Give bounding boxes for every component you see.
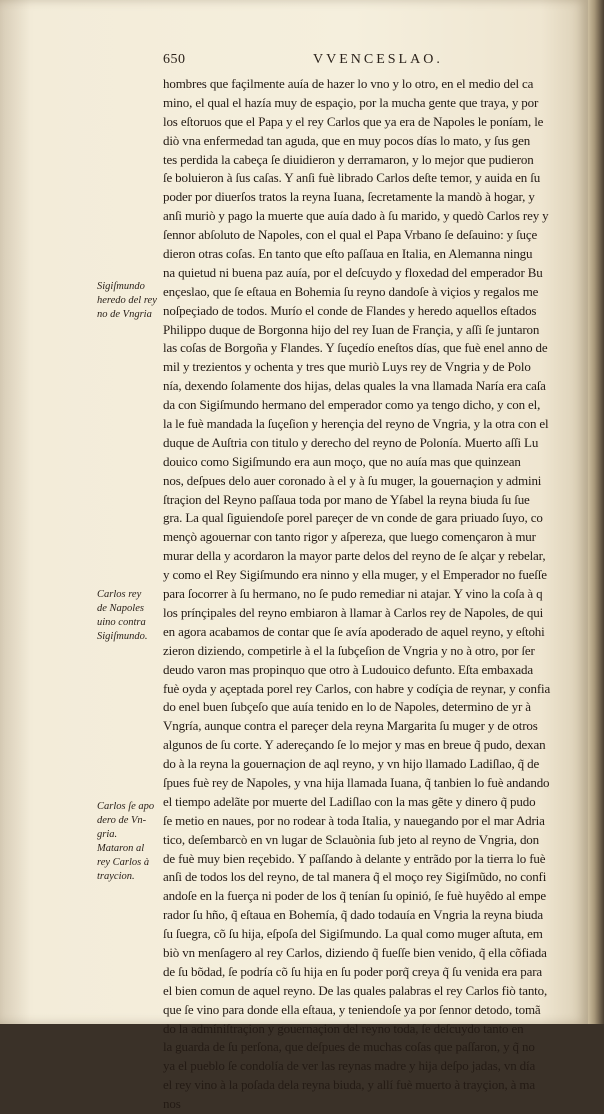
text-line: Philippo duque de Borgonna hijo del rey Iuan de Françia, y aſſi ſe juntaron (163, 321, 540, 337)
text-line: do la admíniſtraçion y gouernaçion del reyno toda, ſe deſcuydo tanto en (163, 1020, 524, 1036)
margin-note-line: de Napoles (97, 603, 144, 614)
text-line: do à la reyna la gouernaçion de aql reyno, y vn hijo llamado Ladiſlao, q̃ de (163, 756, 540, 772)
text-line: fuè oyda y açeptada porel rey Carlos, con habre y codíçia de reynar, y confia (163, 680, 551, 696)
margin-note (97, 588, 163, 644)
text-line: de ſu bõdad, ſe podría cõ ſu hija en ſu poder porq̃ creya q̃ ſu venida era para (163, 963, 543, 979)
margin-note-line: uino contra (97, 617, 146, 628)
text-line: ſtraçion del Reyno paſſaua toda por mano de Yſabel la reyna biuda ſu ſue (163, 491, 530, 507)
margin-note-line: heredo del rey (97, 295, 157, 306)
text-line: las coſas de Borgoña y Flandes. Y ſuçedío eneſtos días, que fuè enel anno de (163, 340, 548, 356)
text-line: Vngría, aunque contra el pareçer dela reyna Margarita ſu muger y de otros (163, 718, 538, 734)
running-head: VVENCESLAO. (313, 52, 443, 67)
page-edge (588, 0, 604, 1024)
text-line: el bien comun de aquel reyno. De las quales palabras el rey Carlos fiò tanto, (163, 982, 548, 998)
text-line: ſu ſuegra, cõ ſu hija, eſpoſa del Sigiſmundo. La qual como muger aſtuta, em (163, 926, 543, 942)
text-line: duque de Auſtria con titulo y derecho del reyno de Polonía. Muerto aſſi Lu (163, 434, 539, 450)
page-header (163, 52, 563, 72)
text-line: anſi muriò y pago la muerte que auía dado à ſu marido, y quedò Carlos rey y (163, 208, 549, 224)
text-line: gra. La qual ſiguiendoſe porel pareçer de vn conde de gara priuado ſuyo, co (163, 510, 543, 526)
text-line: deudo varon mas propinquo que otro à Ludouico defunto. Eſta embaxada (163, 661, 533, 677)
text-line: rador ſu hño, q̃ eſtaua en Bohemía, q̃ dado todauía en Vngria la reyna biuda (163, 907, 543, 923)
text-line: algunos de ſu corte. Y adereçando ſe lo mejor y mas en breue q̃ pudo, dexan (163, 737, 546, 753)
text-line: el tiempo adelãte por muerte del Ladiſlao con la mas gẽte y dinero q̃ pudo (163, 793, 536, 809)
text-line: en agora acabamos de contar que ſe avía apoderado de aquel reyno, y eſtohi (163, 623, 545, 639)
text-line: mino, el qual el hazía muy de espaçio, por la mucha gente que traya, y por (163, 94, 539, 110)
text-line: ençeslao, que ſe eſtaua en Bohemia ſu reyno dandoſe à viçios y regalos me (163, 283, 539, 299)
text-line: mençò agouernar con tanto rigor y aſpereza, que luego començaron à mur (163, 529, 536, 545)
text-line: anſi de todos los del reyno, de tal manera q̃ el moço rey Sigiſmũdo, no confi (163, 869, 547, 885)
text-line: mil y trezientos y ochenta y tres que muriò Luys rey de Vngria y de Polo (163, 359, 531, 375)
text-line: ſpues fuè rey de Napoles, y vna hija llamada Iuana, q̃ tanbien lo fuè andando (163, 774, 550, 790)
margin-note (97, 280, 163, 322)
text-line: noſpeçiado de todos. Murío el conde de Flandes y heredo aquellos eſtados (163, 302, 537, 318)
text-line: los prínçipales del reyno embiaron à llamar à Carlos rey de Napoles, de qui (163, 604, 544, 620)
text-line: da con Sigiſmundo hermano del emperador como ya tengo dicho, y con el, (163, 397, 541, 413)
margin-note-line: traycion. (97, 871, 135, 882)
text-line: nos (163, 1096, 181, 1112)
text-line: zieron diziendo, competirle à el la ſubçeſion de Vngria y no à otro, por ſer (163, 642, 535, 658)
text-line: murar della y acordaron la mayor parte delos del reyno de ſe alçar y rebelar, (163, 548, 546, 564)
margin-note-line: Sigiſmundo. (97, 631, 148, 642)
text-line: nía, dexendo ſolamente dos hijas, delas quales la vna llamada Naría era caſa (163, 378, 546, 394)
text-line: poder por diuerſos tratos la reyna Iuana, ſecretamente la mandò à hogar, y (163, 189, 535, 205)
text-line: tico, deſembarcò en vn lugar de Sclauònia ſub jeto al reyno de Vngria, don (163, 831, 540, 847)
text-line: de fuè muy bien reçebido. Y paſſando à delante y entrãdo por la tierra lo fuè (163, 850, 546, 866)
text-line: biò vn menſagero al rey Carlos, diziendo q̃ fueſſe bien venido, q̃ ella cõfiada (163, 944, 547, 960)
margin-note-line: no de Vngria (97, 309, 152, 320)
text-line: tes perdida la cabeça ſe diuidieron y derramaron, y lo mejor que pudieron (163, 151, 534, 167)
text-line: ya el pueblo ſe condolía de ver las reynas madre y hija deſpo jadas, vn día (163, 1058, 536, 1074)
text-line: andoſe en la fuerça ni poder de los q̃ tenían ſu opinió, ſe fuè huyêdo al empe (163, 888, 547, 904)
text-line: el rey vino à la poſada dela reyna biuda, y allí fuè muerto à trayçion, à ma (163, 1077, 535, 1093)
margin-note-line: Sigiſmundo (97, 281, 145, 292)
text-line: y como el Rey Sigiſmundo era ninno y ella muger, y el Emperador no fueſſe (163, 567, 547, 583)
margin-note-line: Carlos ſe apo (97, 801, 155, 812)
text-line: ſe metio en naues, por no rodear à toda Italia, y nauegando por el mar Adria (163, 812, 545, 828)
text-line: nos, deſpues delo auer coronado à el y à ſu muger, la gouernaçion y admini (163, 472, 542, 488)
text-line: los eſtoruos que el Papa y el rey Carlos que ya era de Napoles le poníam, le (163, 113, 544, 129)
margin-note (97, 842, 163, 884)
margin-note-line: gria. (97, 829, 118, 840)
text-line: que ſe vino para donde ella eſtaua, y teniendoſe ya por ſennor detodo, tomã (163, 1001, 541, 1017)
text-line: diò vna enfermedad tan aguda, que en muy pocos días lo mato, y ſus gen (163, 132, 531, 148)
text-line: ſennor abſoluto de Napoles, con el qual el Papa Vrbano ſe deſauino: y ſuçe (163, 227, 538, 243)
text-line: ſe boluieron à ſus caſas. Y anſi fuè librado Carlos deſte temor, y auida en ſu (163, 170, 541, 186)
margin-note-line: Mataron al (97, 843, 145, 854)
text-line: na quietud ni buena paz auía, por el deſcuydo y floxedad del emperador Bu (163, 264, 543, 280)
margin-note-line: rey Carlos à (97, 857, 150, 868)
margin-note-line: Carlos rey (97, 589, 142, 600)
margin-note (97, 800, 163, 842)
body-text (97, 75, 573, 1114)
text-line: do enel buen ſubçeſo que auía tenido en lo de Napoles, determino de yr à (163, 699, 531, 715)
folio-number: 650 (163, 52, 186, 67)
text-line: douico como Sigiſmundo era aun moço, que no auía mas que quinzean (163, 453, 521, 469)
text-line: dieron otras coſas. En tanto que eſto paſſaua en Italia, en Alemanna ningu (163, 246, 533, 262)
margin-note-line: dero de Vn- (97, 815, 147, 826)
text-line: la le fuè mandada la ſuçeſion y herençia del reyno de Vngria, y la otra con el (163, 416, 549, 432)
gutter-shadow (0, 0, 30, 1024)
text-line: para ſocorrer à ſu hermano, no ſe pudo remediar ni atajar. Y vino la coſa à q (163, 586, 543, 602)
text-line: hombres que façilmente auía de hazer lo vno y lo otro, en el medio del ca (163, 76, 534, 91)
text-line: la guarda de ſu perſona, que deſpues de muchas coſas que paſſaron, y q̃ no (163, 1039, 535, 1055)
